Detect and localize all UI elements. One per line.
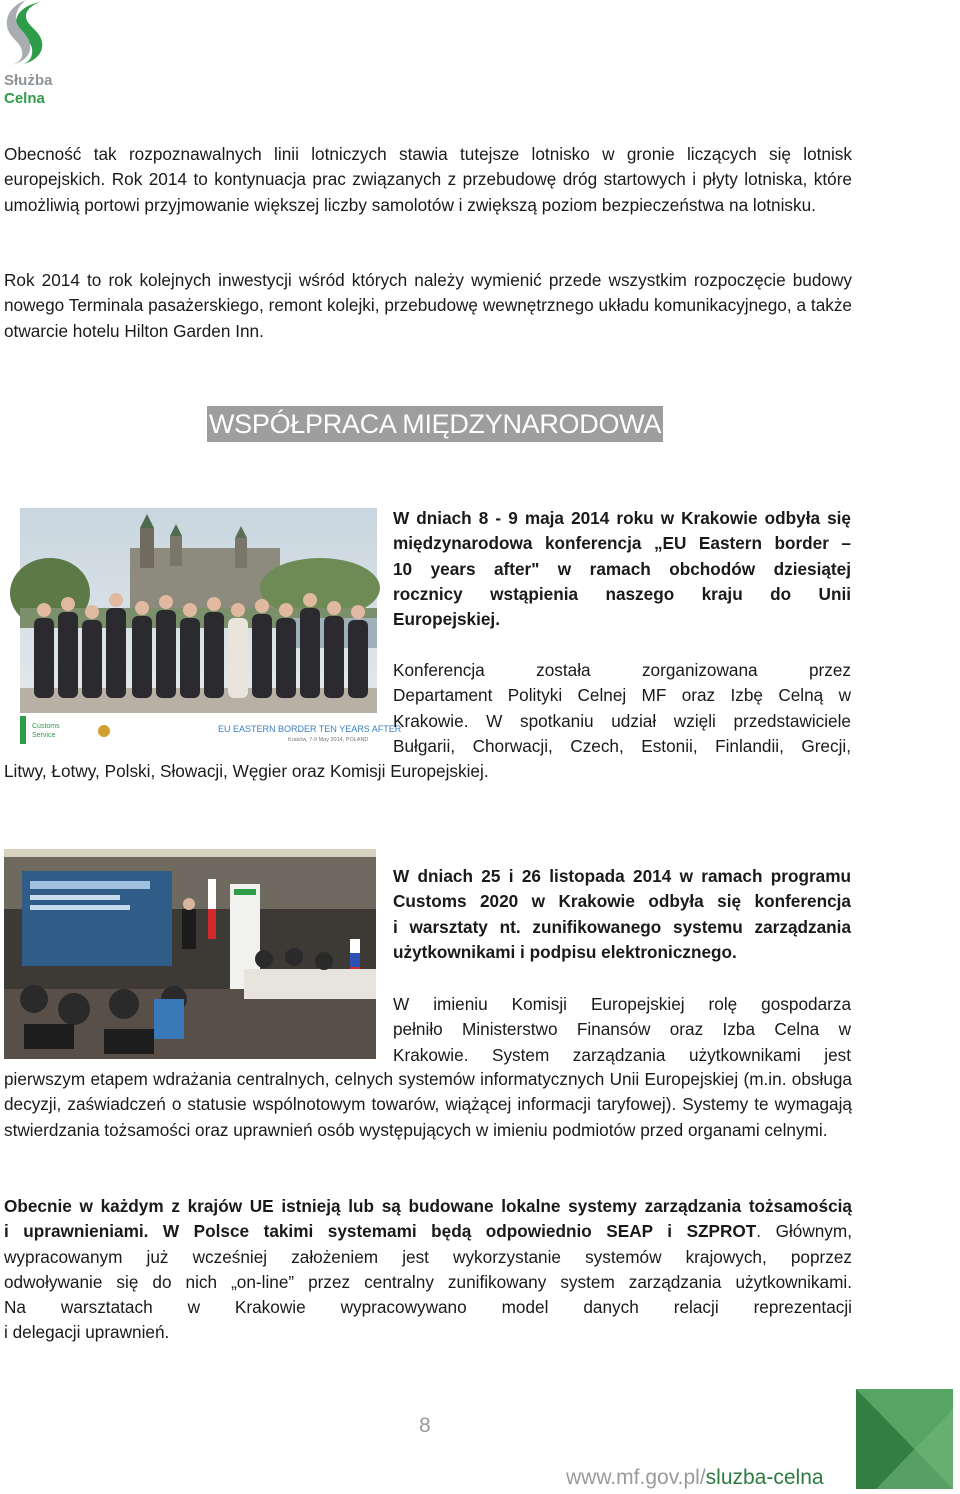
logo-text-line1: Służba (4, 72, 53, 89)
closing-bold-line: Obecnie w każdym z krajów UE istnieją lub są budowane lokalne systemy zarządzania tożsamością (4, 1196, 852, 1216)
sluzba-celna-logo (2, 0, 72, 110)
conference-title-line: rocznicy wstąpienia naszego kraju do Unii (393, 583, 851, 604)
conference-org-line: Konferencja została zorganizowana przez (393, 660, 851, 680)
photo-logo-service: Service (32, 732, 56, 739)
conference-title-line: międzynarodowa konferencja „EU Eastern border – (393, 533, 851, 554)
workshop-title-line: i warsztaty nt. zunifikowanego systemu zarządzania (393, 916, 851, 937)
workshop-title-line: W dniach 25 i 26 listopada 2014 w ramach programu (393, 866, 851, 886)
page-number: 8 (419, 1414, 431, 1437)
logo-text-line2: Celna (4, 90, 45, 107)
intro-paragraph-2: Rok 2014 to rok kolejnych inwestycji wśród których należy wymienić przede wszystkim rozpoczęcie budowy nowego Terminala pasażerskiego, remont kolejki, przebudowę wewnętrznego układu komunikacyjnego, a także otwarcie hotelu Hilton Garden Inn. (4, 270, 852, 341)
photo-banner-title: EU EASTERN BORDER TEN YEARS AFTER (218, 724, 402, 734)
conference-organization (393, 658, 851, 759)
closing-paragraph (4, 1194, 852, 1346)
intro-paragraph-1: Obecność tak rozpoznawalnych linii lotniczych stawia tutejsze lotnisko w gronie liczących się lotnisk europejskich. Rok 2014 to kontynuacja prac związanych z przebudowę dróg startowych i płyty lotniska, które umożliwią portowi przyjmowanie większej liczby samolotów i zwiększą poziom bezpieczeństwa na lotnisku. (4, 144, 852, 215)
closing-line: wypracowanym już wcześniej założeniem jest wykorzystanie systemów krajowych, poprzez (4, 1246, 852, 1267)
footer-url-link[interactable] (566, 1466, 824, 1490)
conference-org-line: Departament Polityki Celnej MF oraz Izbę Celną w (393, 685, 851, 706)
workshop-body-line: pełniło Ministerstwo Finansów oraz Izba Celna w (393, 1019, 851, 1040)
conference-org-last-line: Litwy, Łotwy, Polski, Słowacji, Węgier oraz Komisji Europejskiej. (4, 761, 489, 781)
conference-group-photo (20, 508, 402, 748)
workshop-title-line: Customs 2020 w Krakowie odbyła się konferencja (393, 891, 851, 912)
workshop-title-line: użytkownikami i podpisu elektronicznego. (393, 941, 737, 962)
conference-title-line: 10 years after" w ramach obchodów dziesiątej (393, 558, 851, 579)
conference-title-line: W dniach 8 - 9 maja 2014 roku w Krakowie odbyła się (393, 508, 851, 528)
conference-org-line: Krakowie. W spotkaniu udział wzięli przedstawiciele (393, 710, 851, 731)
closing-bold-line: i uprawnieniami. W Polsce takimi systemami będą odpowiednio SEAP i SZPROT (4, 1221, 757, 1242)
workshop-title (393, 864, 851, 965)
conference-org-line: Bułgarii, Chorwacji, Czech, Estonii, Finlandii, Grecji, (393, 735, 851, 756)
conference-title-line: Europejskiej. (393, 609, 500, 630)
footer-url-domain: www.mf.gov.pl/ (566, 1466, 706, 1489)
logo-mark-icon (4, 0, 48, 66)
section-heading: WSPÓŁPRACA MIĘDZYNARODOWA (207, 406, 663, 442)
closing-line-rest: . Głównym, (756, 1221, 852, 1242)
closing-line: odwoływanie się do nich „on-line” przez centralny zunifikowany system zarządzania użytkownikami. (4, 1271, 852, 1292)
workshop-body-line: Krakowie. System zarządzania użytkownikami jest (393, 1044, 851, 1065)
closing-line: i delegacji uprawnień. (4, 1322, 170, 1343)
conference-title (393, 506, 851, 632)
workshop-body (393, 992, 851, 1068)
workshop-conference-photo (4, 849, 376, 1059)
workshop-body-line: W imieniu Komisji Europejskiej rolę gospodarza (393, 994, 851, 1014)
footer-url-path: sluzba-celna (705, 1466, 824, 1489)
workshop-body-rest: pierwszym etapem wdrażania centralnych, celnych systemów informatycznych Unii Europejskiej (m.in. obsługa decyzji, zaświadczeń o statusie wspólnotowym towarów, wiążącej informacji taryfowej). Systemy te wymagają stwierdzania tożsamości oraz uprawnień osób występujących w imieniu podmiotów przed organami celnymi. (4, 1069, 852, 1140)
photo-banner-subtitle: Kraków, 7-9 May 2014, POLAND (288, 737, 369, 743)
closing-line: Na warsztatach w Krakowie wypracowywano model danych relacji reprezentacji (4, 1297, 852, 1318)
photo-logo-customs: Customs (32, 723, 60, 730)
corner-decoration (856, 1389, 953, 1489)
